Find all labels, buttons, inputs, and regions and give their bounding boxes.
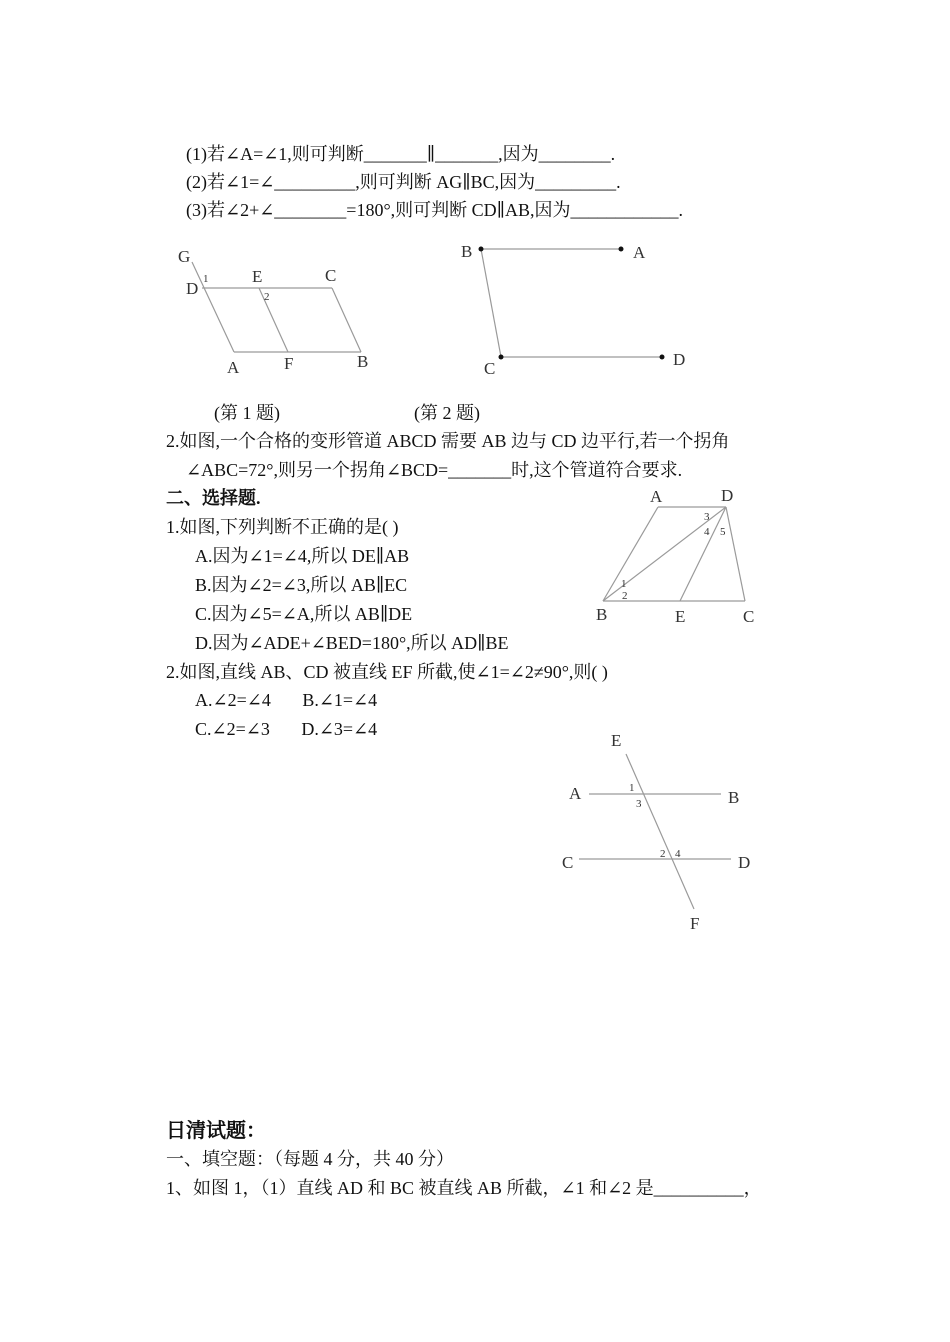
fill-question-2: (2)若∠1=∠_________,则可判断 AG∥BC,因为_________. [186, 172, 621, 192]
daily-quiz-question-1: 1、如图 1，（1）直线 AD 和 BC 被直线 AB 所截，∠1 和∠2 是__________， [166, 1178, 762, 1198]
fig2-label-C: C [484, 359, 496, 378]
fig2-caption: (第 2 题) [414, 403, 480, 423]
fig1-label-C: C [325, 266, 337, 285]
fill-question-1: (1)若∠A=∠1,则可判断_______∥_______,因为________. [186, 144, 616, 164]
fig4-label-B: B [728, 788, 740, 807]
fig4-label-D: D [738, 853, 751, 872]
choice-1-option-c: C.因为∠5=∠A,所以 AB∥DE [195, 604, 413, 624]
choice-question-1: 1.如图,下列判断不正确的是( ) [166, 517, 399, 537]
fig3-angle-3: 3 [704, 511, 710, 523]
fig3-angle-5: 5 [720, 526, 726, 538]
choice-section-heading: 二、选择题. [166, 488, 261, 508]
fig1-angle-2: 2 [264, 291, 270, 303]
fig1-label-F: F [284, 354, 294, 373]
fig3-angle-2: 2 [622, 590, 628, 602]
choice-2-options-cd: C.∠2=∠3 D.∠3=∠4 [195, 719, 378, 739]
fig2-label-A: A [633, 243, 646, 262]
fig2-label-D: D [673, 350, 686, 369]
fig3-label-B: B [596, 605, 608, 624]
daily-quiz-subheading: 一、填空题：（每题 4 分，共 40 分） [166, 1149, 454, 1169]
fill-question-4-line2: ∠ABC=72°,则另一个拐角∠BCD=_______时,这个管道符合要求. [186, 460, 683, 480]
fig4-label-A: A [569, 784, 582, 803]
fig1-label-E: E [252, 267, 263, 286]
fig1-label-A: A [227, 358, 240, 377]
fill-question-4-line1: 2.如图,一个合格的变形管道 ABCD 需要 AB 边与 CD 边平行,若一个拐角 [166, 431, 730, 451]
choice-1-option-b: B.因为∠2=∠3,所以 AB∥EC [195, 575, 408, 595]
fig4-angle-1: 1 [629, 782, 635, 794]
fig3-angle-1: 1 [621, 578, 627, 590]
fig4-label-C: C [562, 853, 574, 872]
fig3-label-D: D [721, 486, 734, 505]
choice-1-option-d: D.因为∠ADE+∠BED=180°,所以 AD∥BE [195, 633, 509, 653]
fig1-label-G: G [178, 247, 191, 266]
fig2-label-B: B [461, 242, 473, 261]
fig3-label-E: E [675, 607, 686, 626]
fig4-angle-3: 3 [636, 798, 642, 810]
choice-2-options-ab: A.∠2=∠4 B.∠1=∠4 [195, 690, 378, 710]
fig1-angle-1: 1 [203, 273, 209, 285]
fig4-label-F: F [690, 914, 700, 933]
fig3-label-A: A [650, 487, 663, 506]
fig1-label-B: B [357, 352, 369, 371]
daily-quiz-heading: 日清试题： [166, 1120, 266, 1142]
fig3-angle-4: 4 [704, 526, 710, 538]
fig4-angle-4: 4 [675, 848, 681, 860]
fig1-label-D: D [186, 279, 199, 298]
fig3-label-C: C [743, 607, 755, 626]
choice-question-2: 2.如图,直线 AB、CD 被直线 EF 所截,使∠1=∠2≠90°,则( ) [166, 662, 608, 682]
fig4-label-E: E [611, 731, 622, 750]
fig1-caption: (第 1 题) [214, 403, 280, 423]
fig4-angle-2: 2 [660, 848, 666, 860]
fill-question-3: (3)若∠2+∠________=180°,则可判断 CD∥AB,因为____________. [186, 200, 683, 220]
choice-1-option-a: A.因为∠1=∠4,所以 DE∥AB [195, 546, 410, 566]
